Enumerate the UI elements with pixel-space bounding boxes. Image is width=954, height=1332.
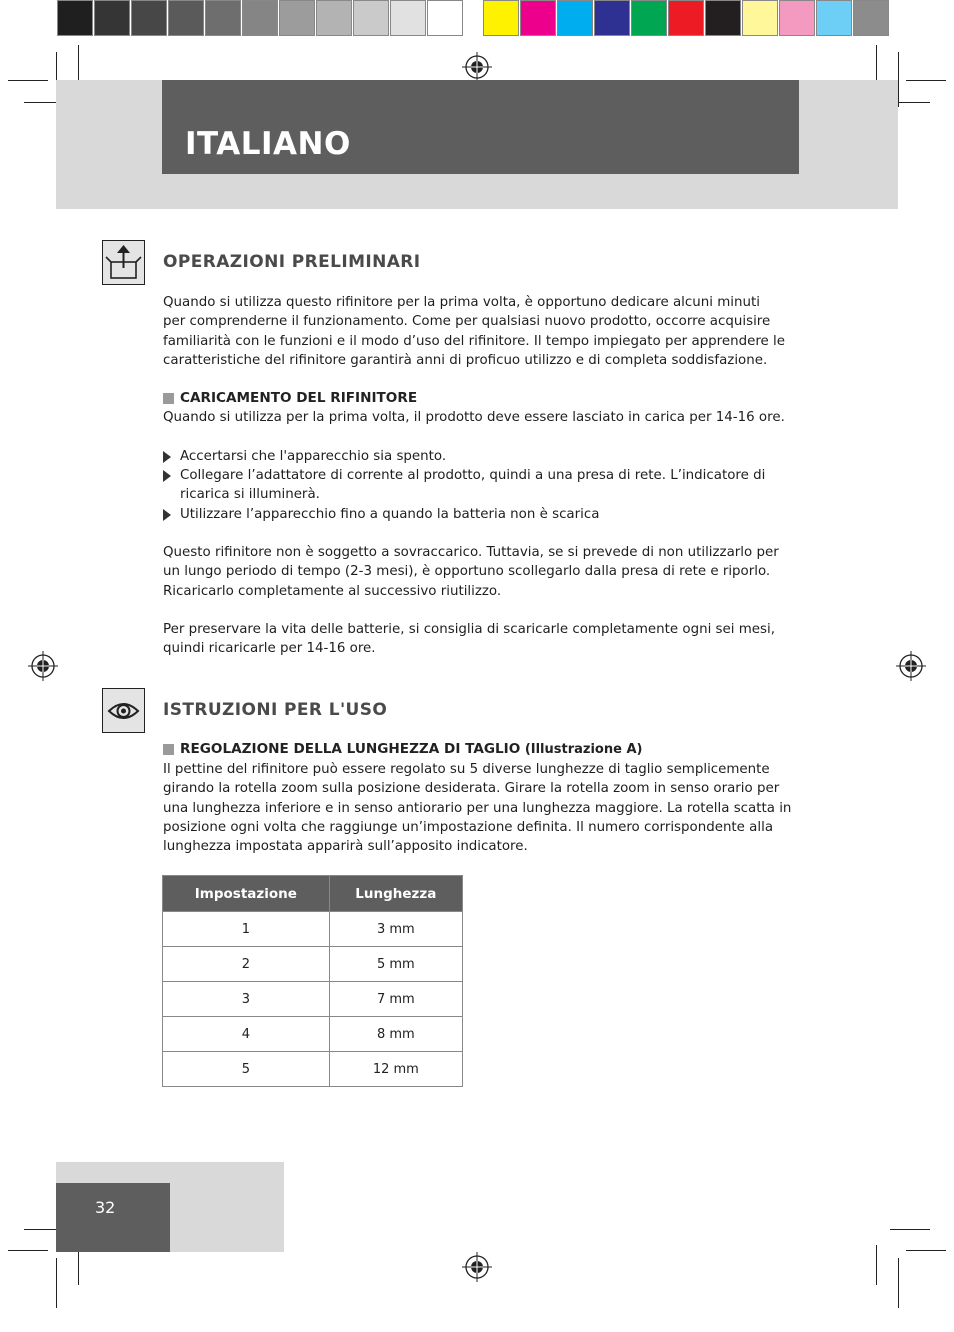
registration-target-icon — [462, 1252, 492, 1282]
color-swatch — [742, 0, 778, 36]
gray-color-bar — [57, 0, 464, 38]
color-swatch — [853, 0, 889, 36]
subsection-title: CARICAMENTO DEL RIFINITORE — [180, 390, 418, 406]
table-row — [163, 912, 463, 947]
color-swatch — [57, 0, 93, 36]
crop-mark — [906, 80, 946, 81]
crop-mark — [78, 45, 79, 85]
text-line: per comprenderne il funzionamento. Come per qualsiasi nuovo prodotto, occorre acquisire — [163, 314, 771, 330]
table-row — [163, 947, 463, 982]
color-swatch — [427, 0, 463, 36]
subsection-title-note: (Illustrazione A) — [520, 741, 643, 757]
square-bullet-icon — [163, 744, 174, 755]
intro-paragraph — [163, 293, 803, 370]
color-swatch — [557, 0, 593, 36]
storage-paragraph — [163, 543, 803, 601]
text-line: caratteristiche del rifinitore garantirà anni di proficuo utilizzo e di completa soddisfazione. — [163, 352, 768, 368]
color-swatch — [205, 0, 241, 36]
table-header-row — [163, 876, 463, 912]
crop-mark — [56, 1258, 57, 1308]
color-swatch — [390, 0, 426, 36]
crop-mark — [906, 1250, 946, 1251]
text-line: quindi ricaricarle per 14-16 ore. — [163, 641, 376, 657]
crop-mark — [898, 52, 899, 107]
footer-box — [56, 1183, 170, 1252]
crop-mark — [8, 1250, 48, 1251]
list-item-text: ricarica si illuminerà. — [180, 487, 320, 503]
color-swatch — [94, 0, 130, 36]
eye-icon — [103, 689, 144, 732]
table-cell: 4 — [163, 1017, 330, 1052]
triangle-bullet-icon — [163, 451, 171, 463]
text-line: Ricaricarlo completamente al successivo riutilizzo. — [163, 583, 502, 599]
color-swatch — [594, 0, 630, 36]
page-number: 32 — [95, 1198, 116, 1217]
square-bullet-icon — [163, 393, 174, 404]
color-swatch — [520, 0, 556, 36]
color-swatch — [631, 0, 667, 36]
text-line: Il pettine del rifinitore può essere regolato su 5 diverse lunghezze di taglio semplicemente — [163, 762, 770, 777]
battery-paragraph — [163, 620, 803, 659]
length-settings-table — [162, 875, 463, 1087]
text-line: Questo rifinitore non è soggetto a sovraccarico. Tuttavia, se si prevede di non utilizzarlo per — [163, 545, 779, 560]
text-line: girando la rotella zoom sulla posizione desiderata. Girare la rotella zoom in senso orario per — [163, 781, 780, 797]
list-item-text: Collegare l’adattatore di corrente al prodotto, quindi a una presa di rete. L’indicatore di — [180, 468, 766, 483]
table-cell: 8 mm — [329, 1017, 462, 1052]
registration-target-icon — [462, 52, 492, 82]
color-swatch — [483, 0, 519, 36]
list-item-text: Accertarsi che l'apparecchio sia spento. — [180, 449, 447, 464]
table-cell: 7 mm — [329, 982, 462, 1017]
crop-mark — [876, 1245, 877, 1285]
adjustment-paragraph — [163, 760, 803, 856]
table-cell: 5 — [163, 1052, 330, 1087]
crop-mark — [876, 45, 877, 85]
table-row — [163, 1052, 463, 1087]
table-row — [163, 1017, 463, 1052]
subsection-title: REGOLAZIONE DELLA LUNGHEZZA DI TAGLIO — [180, 741, 521, 757]
charging-text: Quando si utilizza per la prima volta, il prodotto deve essere lasciato in carica per 14-16 ore. — [163, 410, 785, 425]
section-icon-box — [102, 688, 145, 733]
color-swatch — [816, 0, 852, 36]
page-title: ITALIANO — [185, 126, 351, 162]
crop-mark — [898, 1258, 899, 1308]
triangle-bullet-icon — [163, 470, 171, 482]
registration-target-icon — [896, 651, 926, 681]
table-row — [163, 982, 463, 1017]
color-swatch — [668, 0, 704, 36]
color-swatch — [316, 0, 352, 36]
text-line: una lunghezza inferiore e in senso antiorario per una lunghezza maggiore. La rotella scatta in — [163, 800, 792, 816]
column-header: Impostazione — [163, 876, 330, 912]
color-swatch — [131, 0, 167, 36]
text-line: lunghezza impostata apparirà sull’apposito indicatore. — [163, 839, 528, 855]
text-line: posizione ogni volta che raggiunge un’impostazione definita. Il numero corrispondente alla — [163, 819, 774, 835]
text-line: un lungo periodo di tempo (2-3 mesi), è opportuno scollegarlo dalla presa di rete e riporlo. — [163, 564, 771, 580]
table-cell: 1 — [163, 912, 330, 947]
color-swatch — [705, 0, 741, 36]
section-heading: OPERAZIONI PRELIMINARI — [163, 252, 421, 272]
text-line: familiarità con le funzioni e il modo d’uso del rifinitore. Il tempo impiegato per apprendere le — [163, 333, 785, 349]
subsection-heading — [163, 741, 642, 757]
section-heading: ISTRUZIONI PER L'USO — [163, 700, 388, 720]
crop-mark — [890, 1229, 930, 1230]
table-cell: 3 mm — [329, 912, 462, 947]
color-swatch — [353, 0, 389, 36]
color-swatch — [779, 0, 815, 36]
column-header: Lunghezza — [329, 876, 462, 912]
color-swatch — [242, 0, 278, 36]
process-color-bar — [483, 0, 890, 38]
section-icon-box — [102, 240, 145, 285]
text-line: Quando si utilizza questo rifinitore per la prima volta, è opportuno dedicare alcuni minuti — [163, 295, 760, 310]
table-cell: 2 — [163, 947, 330, 982]
box-unpack-icon — [103, 241, 144, 284]
subsection-heading — [163, 390, 417, 406]
triangle-bullet-icon — [163, 509, 171, 521]
crop-mark — [8, 80, 48, 81]
color-swatch — [168, 0, 204, 36]
table-cell: 3 — [163, 982, 330, 1017]
text-line: Per preservare la vita delle batterie, si consiglia di scaricarle completamente ogni sei mesi, — [163, 622, 775, 637]
color-swatch — [279, 0, 315, 36]
list-item-text: Utilizzare l’apparecchio fino a quando la batteria non è scarica — [180, 507, 600, 522]
registration-target-icon — [28, 651, 58, 681]
table-cell: 12 mm — [329, 1052, 462, 1087]
table-cell: 5 mm — [329, 947, 462, 982]
